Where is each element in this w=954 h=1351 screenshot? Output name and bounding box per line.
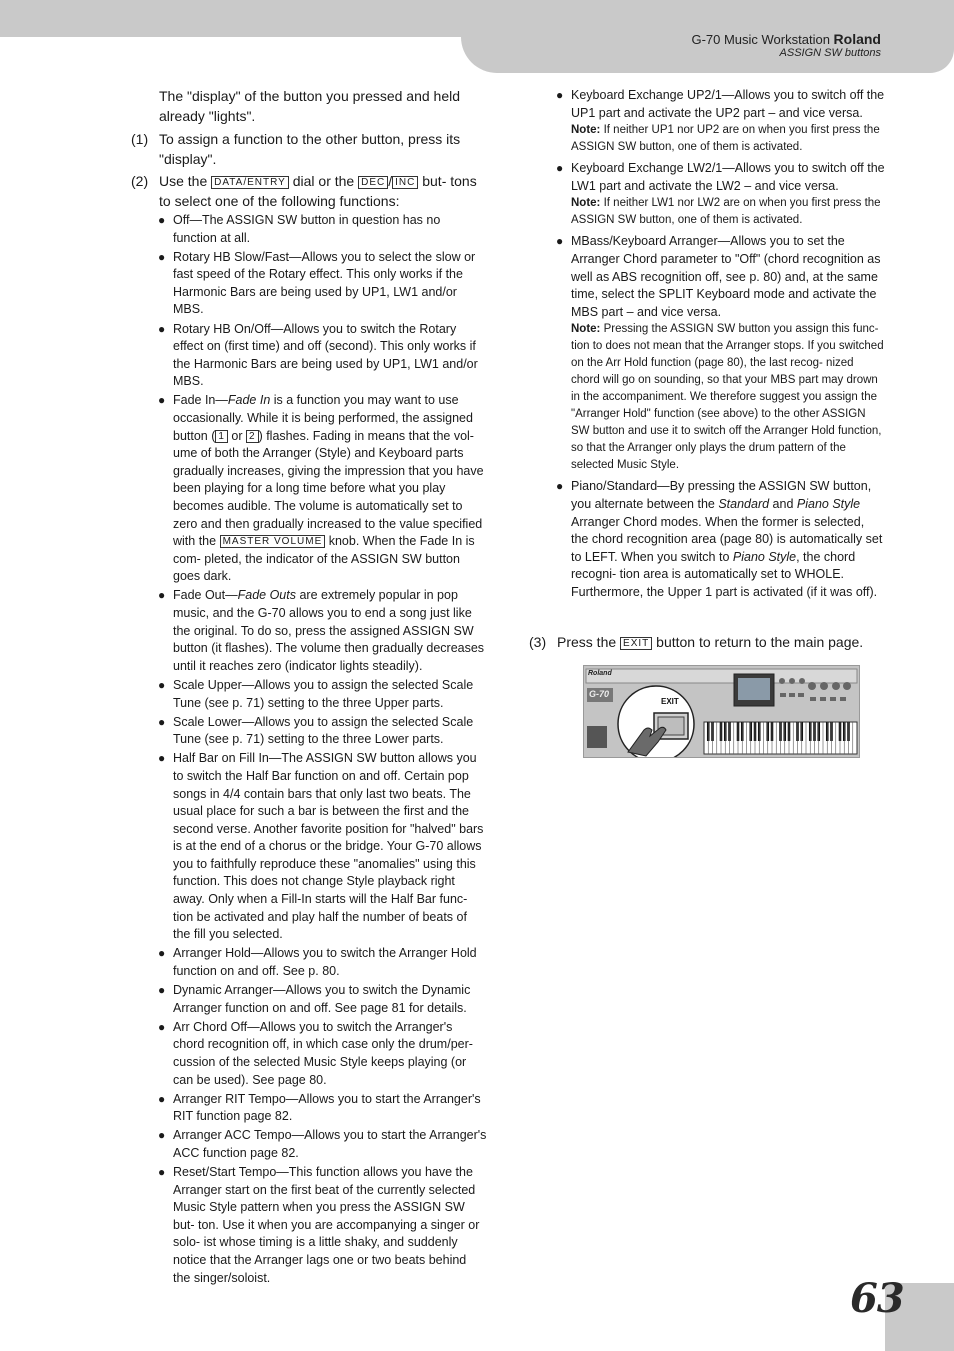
list-item: ● Rotary HB Slow/Fast—Allows you to select the slow or fast speed of the Rotary effect. This only works if the Harmonic Bars are being used by UP1, LW1 and/or MBS.: [159, 249, 487, 319]
intro-paragraph: The "display" of the button you pressed and held already "lights".: [159, 88, 461, 124]
list-item: ● MBass/Keyboard Arranger—Allows you to set the Arranger Chord parameter to "Off" (chord recognition as well as ABS recognition off, see p. 80) and, at the same time, select the SPLIT Keyboard mode and activate the MBS part – and vice versa. Note: Pressing the ASSIGN SW button you assign this func- tion to does not mean that the Arranger stops. If you switched on the Arr Hold function (page 80), the last recog- nized chord will go on sounding, so that your MBS part may drown in the accompaniment. We therefore suggest you assign the "Arranger Hold" function (see above) to the other ASSIGN SW button and use it to switch off the Arranger Hold function, so that the Arranger only plays the drum pattern of the selected Music Style.: [557, 233, 885, 474]
list-item: ● Arranger Hold—Allows you to switch the Arranger Hold function on and off. See p. 80.: [159, 945, 487, 980]
keyboard-drawing: [584, 666, 859, 757]
step-1: (1) To assign a function to the other button, press its "display".: [131, 131, 461, 167]
page-header-title: G-70 Music Workstation Roland: [691, 31, 881, 47]
list-item: ● Rotary HB On/Off—Allows you to switch the Rotary effect on (first time) and off (second). This only works if the Harmonic Bars are being used by UP1, LW1 and/or MBS.: [159, 321, 487, 391]
list-item: ● Dynamic Arranger—Allows you to switch the Dynamic Arranger function on and off. See page 81 for details.: [159, 982, 487, 1017]
page-header-subtitle: ASSIGN SW buttons: [779, 47, 881, 59]
list-item: ● Reset/Start Tempo—This function allows you have the Arranger start on the first beat of the currently selected Music Style pattern when you press the ASSIGN SW but- ton. Use it when you are accompanying a singer or solo- ist whose timing is a little shaky, and suddenly notice that the Arranger lags one or two beats behind the singer/soloist.: [159, 1164, 487, 1287]
right-column: [557, 87, 885, 603]
list-item-piano-standard: ● Piano/Standard—By pressing the ASSIGN SW button, you alternate between the Standard and Piano Style Arranger Chord modes. When the former is selected, the chord recognition area (page 80) is automatically set to LEFT. When you switch to Piano Style, the chord recogni- tion area is automatically set to WHOLE. Furthermore, the Upper 1 part is activated (if it was off).: [557, 478, 885, 601]
note: Note: If neither LW1 nor LW2 are on when you first press the ASSIGN SW button, one of them is activated.: [571, 197, 881, 227]
button-1-key: 1: [215, 430, 228, 443]
keyboard-illustration: [583, 665, 860, 758]
exit-button-label: EXIT: [661, 697, 679, 706]
list-item: ● Arr Chord Off—Allows you to switch the Arranger's chord recognition off, in which case only the drum/per- cussion of the selected Music Style keeps playing (or can be used). See page 80.: [159, 1019, 487, 1089]
list-item-fade-in: ● Fade In—Fade In is a function you may want to use occasionally. While it is being performed, the assigned button ( 1 or 2 ) flashes. Fading in means that the vol- ume of both the Arranger (Style) and Keyboard parts gradually increases, giving the impression that you have been playing for a long time before what you play becomes audible. The volume is automatically set to zero and then gradually increased to the value specified with the MASTER VOLUME knob. When the Fade In is com- pleted, the indicator of the ASSIGN SW button goes dark.: [159, 392, 487, 586]
brand-logo: Roland: [833, 31, 881, 47]
function-list: [159, 212, 487, 1287]
note: Note: If neither UP1 nor UP2 are on when you first press the ASSIGN SW button, one of them is activated.: [571, 124, 880, 154]
figure-model-label: G-70: [589, 689, 610, 699]
data-entry-key: DATA/ENTRY: [211, 176, 289, 189]
left-column: [131, 87, 487, 1289]
dec-key: DEC: [358, 176, 388, 189]
list-item: ● Scale Upper—Allows you to assign the selected Scale Tune (see p. 71) setting to the three Upper parts.: [159, 677, 487, 712]
step-3: (3) Press the EXIT button to return to the main page.: [529, 634, 864, 650]
step-2: (2) Use the DATA/ENTRY dial or the DEC / INC but- tons to select one of the following functions:: [131, 173, 477, 209]
list-item: ● Arranger ACC Tempo—Allows you to start the Arranger's ACC function page 82.: [159, 1127, 487, 1162]
list-item: ● Keyboard Exchange UP2/1—Allows you to switch off the UP1 part and activate the UP2 part – and vice versa. Note: If neither UP1 nor UP2 are on when you first press the ASSIGN SW button, one of them is activated.: [557, 87, 885, 156]
button-2-key: 2: [246, 430, 259, 443]
inc-key: INC: [392, 176, 418, 189]
list-item: ● Keyboard Exchange LW2/1—Allows you to switch off the LW1 part and activate the LW2 – and vice versa. Note: If neither LW1 nor LW2 are on when you first press the ASSIGN SW button, one of them is activated.: [557, 160, 885, 229]
list-item: ● Half Bar on Fill In—The ASSIGN SW button allows you to switch the Half Bar function on and off. Certain pop songs in 4/4 contain bars that only last two beats. The usual place for such a bar is between the first and the second verse. Another favorite position for "halved" bars is at the end of a chorus or the bridge. Your G-70 allows you to faithfully reproduce these "anomalies" using this function. This does not change Style playback right away. Only when a Fill-In starts will the Half Bar func- tion be activated and play half the number of beats of the fill you selected.: [159, 750, 487, 944]
note: Note: Pressing the ASSIGN SW button you assign this func- tion to does not mean that the Arranger stops. If you switched on the Arr Hold function (page 80), the last recog- nized chord will go on sounding, so that your MBS part may drown in the accompaniment. We therefore suggest you assign the "Arranger Hold" function (see above) to the other ASSIGN SW button and use it to switch off the Arranger Hold function, so that the Arranger only plays the drum pattern of the selected Music Style.: [571, 323, 884, 472]
list-item: ● Arranger RIT Tempo—Allows you to start the Arranger's RIT function page 82.: [159, 1091, 487, 1126]
page-number: 63: [850, 1275, 904, 1322]
list-item: ● Scale Lower—Allows you to assign the selected Scale Tune (see p. 71) setting to the three Lower parts.: [159, 714, 487, 749]
list-item-fade-out: ● Fade Out—Fade Outs are extremely popular in pop music, and the G-70 allows you to end a song just like the original. To do so, press the assigned ASSIGN SW button (it flashes). The volume then gradually decreases until it reaches zero (indicator lights steadily).: [159, 587, 487, 675]
master-volume-key: MASTER VOLUME: [220, 535, 326, 548]
figure-brand-label: Roland: [588, 670, 612, 677]
exit-key: EXIT: [620, 637, 652, 650]
list-item: ● Off—The ASSIGN SW button in question has no function at all.: [159, 212, 487, 247]
